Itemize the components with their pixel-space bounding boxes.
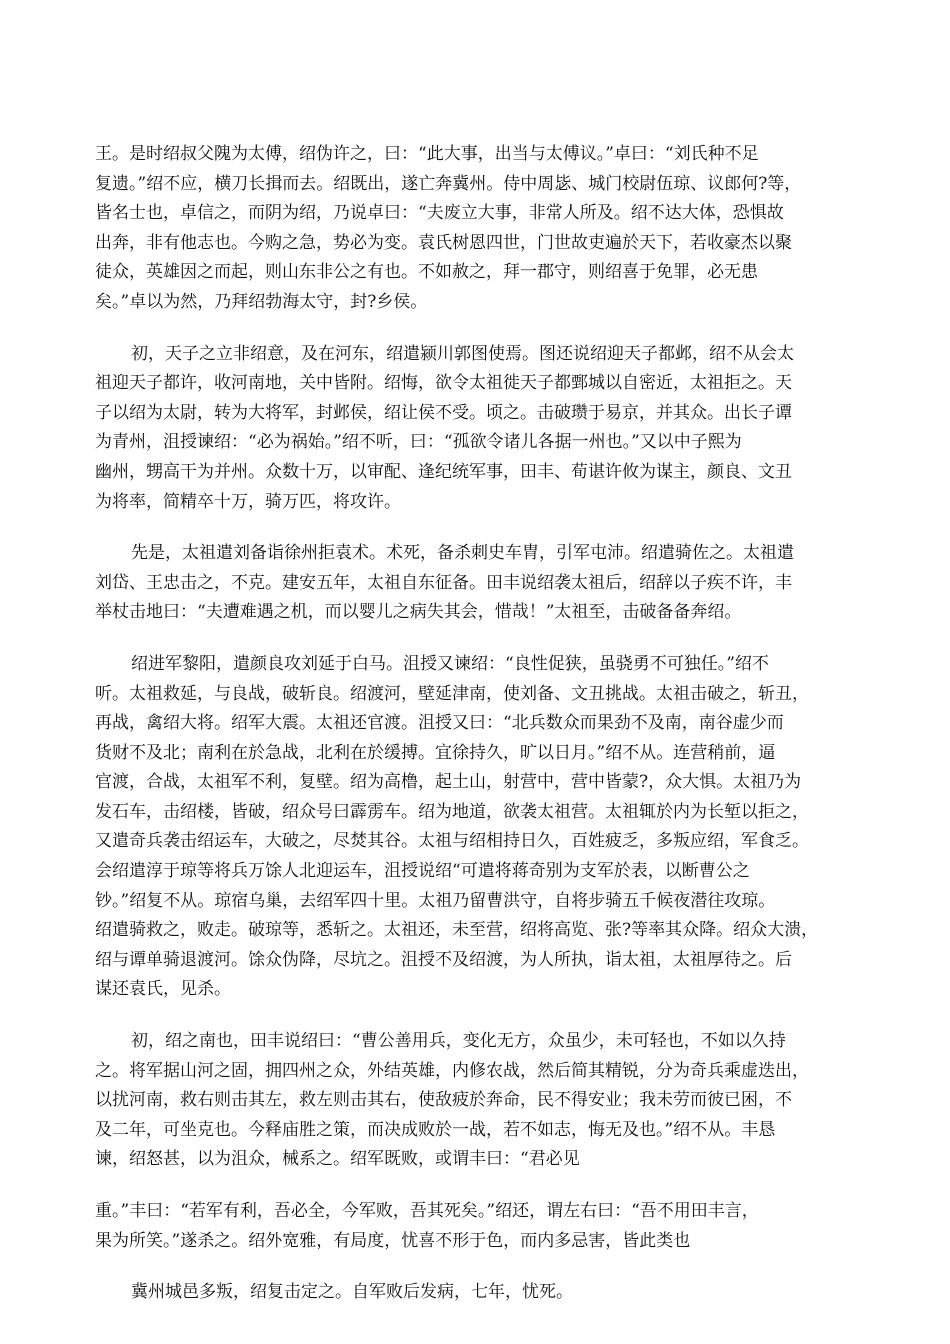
text-line: 为将率，简精卒十万，骑万匹，将攻许。 [95,491,401,512]
text-line: 绍遣骑救之，败走。破琼等，悉斩之。太祖还，未至营，绍将高览、张?等率其众降。绍众大溃， [95,920,819,941]
text-line: 复遗。”绍不应，横刀长揖而去。绍既出，遂亡奔冀州。侍中周毖、城门校尉伍琼、议郎何?等， [95,173,802,194]
text-line: 矣。”卓以为然，乃拜绍勃海太守，封?乡侯。 [95,291,428,312]
paragraph-2 [95,340,865,518]
text-line: 初，天子之立非绍意，及在河东，绍遣颍川郭图使焉。图还说绍迎天子都邺，绍不从会太 [131,343,794,364]
text-line: 绍与谭单骑退渡河。馀众伪降，尽坑之。沮授不及绍渡，为人所执，诣太祖，太祖厚待之。后 [95,949,792,970]
text-line: 谏，绍怒甚，以为沮众，械系之。绍军既败，或谓丰曰：“君必见 [95,1149,580,1170]
text-line: 为青州，沮授谏绍：“必为祸始。”绍不听，曰：“孤欲令诸儿各据一州也。”又以中子熙为 [95,432,742,453]
text-line: 徒众，英雄因之而起，则山东非公之有也。不如赦之，拜一郡守，则绍喜于免罪，必无患 [95,262,758,283]
text-line: 又遣奇兵袭击绍运车，大破之，尽焚其谷。太祖与绍相持日久，百姓疲乏，多叛应绍，军食乏。 [95,831,809,852]
text-line: 及二年，可坐克也。今释庙胜之策，而决成败於一战，若不如志，悔无及也。”绍不从。丰恳 [95,1119,776,1140]
text-line: 官渡，合战，太祖军不利，复壁。绍为高橹，起土山，射营中，营中皆蒙?，众大惧。太祖乃为 [95,772,802,793]
document-page [95,140,865,1308]
paragraph-5 [95,1027,865,1175]
text-line: 发石车，击绍楼，皆破，绍众号曰霹雳车。绍为地道，欲袭太祖营。太祖辄於内为长堑以拒之， [95,801,809,822]
paragraph-1 [95,140,865,318]
text-line: 祖迎天子都许，收河南地，关中皆附。绍悔，欲令太祖徙天子都鄄城以自密近，太祖拒之。天 [95,373,792,394]
text-line: 幽州，甥高干为并州。众数十万，以审配、逢纪统军事，田丰、荀谌许攸为谋主，颜良、文丑 [95,461,792,482]
paragraph-7 [95,1278,865,1308]
text-line: 初，绍之南也，田丰说绍曰：“曹公善用兵，变化无方，众虽少，未可轻也，不如以久持 [131,1031,786,1052]
text-line: 绍进军黎阳，遣颜良攻刘延于白马。沮授又谏绍：“良性促狭，虽骁勇不可独任。”绍不 [131,653,769,674]
text-line: 冀州城邑多叛，绍复击定之。自军败后发病，七年，忧死。 [131,1282,573,1303]
text-line: 之。将军据山河之固，拥四州之众，外结英雄，内修农战，然后简其精锐，分为奇兵乘虚迭出， [95,1060,809,1081]
text-line: 王。是时绍叔父隗为太傅，绍伪许之，曰：“此大事，出当与太傅议。”卓曰：“刘氏种不足 [95,144,759,164]
text-line: 会绍遣淳于琼等将兵万馀人北迎运车，沮授说绍“可遣将蒋奇别为支军於表，以断曹公之 [95,861,750,882]
text-line: 谋还袁氏，见杀。 [95,979,231,1000]
paragraph-4 [95,650,865,1005]
text-line: 货财不及北；南利在於急战，北利在於缓搏。宜徐持久，旷以日月。”绍不从。连营稍前，逼 [95,742,776,763]
paragraph-3 [95,539,865,628]
text-line: 听。太祖救延，与良战，破斩良。绍渡河，壁延津南，使刘备、文丑挑战。太祖击破之，斩丑， [95,683,809,704]
text-line: 再战，禽绍大将。绍军大震。太祖还官渡。沮授又曰：“北兵数众而果劲不及南，南谷虚少而 [95,713,784,734]
text-line: 子以绍为太尉，转为大将军，封邺侯，绍让侯不受。顷之。击破瓒于易京，并其众。出长子谭 [95,402,792,423]
text-line: 出奔，非有他志也。今购之急，势必为变。袁氏树恩四世，门世故吏遍於天下，若收豪杰以聚 [95,232,792,253]
text-line: 举杖击地曰：“夫遭难遇之机，而以婴儿之病失其会，惜哉！”太祖至，击破备备奔绍。 [95,602,742,623]
text-line: 钞。”绍复不从。琼宿乌巢，去绍军四十里。太祖乃留曹洪守，自将步骑五千候夜潜往攻琼。 [95,890,776,911]
text-line: 以扰河南，救右则击其左，救左则击其右，使敌疲於奔命，民不得安业；我未劳而彼已困，不 [95,1090,792,1111]
text-line: 皆名士也，卓信之，而阴为绍，乃说卓曰：“夫废立大事，非常人所及。绍不达大体，恐惧故 [95,203,784,224]
text-line: 果为所笑。”遂杀之。绍外宽雅，有局度，忧喜不形于色，而内多忌害，皆此类也 [95,1230,691,1251]
text-line: 重。”丰曰：“若军有利，吾必全，今军败，吾其死矣。”绍还，谓左右曰：“吾不用田丰言， [95,1201,759,1221]
text-line: 先是，太祖遣刘备诣徐州拒袁术。术死，备杀刺史车胄，引军屯沛。绍遣骑佐之。太祖遣 [131,543,794,564]
paragraph-6 [95,1197,865,1256]
text-line: 刘岱、王忠击之，不克。建安五年，太祖自东征备。田丰说绍袭太祖后，绍辞以子疾不许，丰 [95,572,792,593]
